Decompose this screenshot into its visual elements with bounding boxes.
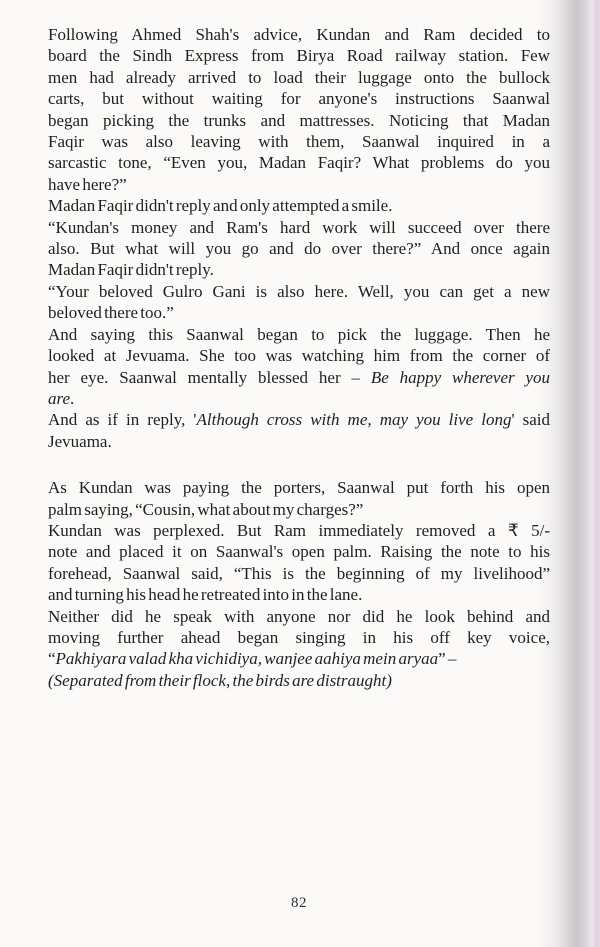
text-line <box>48 324 550 345</box>
text-line <box>48 67 550 88</box>
text-line <box>48 345 550 366</box>
text-line <box>48 670 550 691</box>
text-segment: And saying this Saanwal began to pick the luggage. Then he <box>48 324 550 344</box>
text-segment: “ <box>48 649 56 669</box>
text-line <box>48 88 550 109</box>
text-segment: And as if in reply, ' <box>48 410 197 430</box>
text-line <box>48 217 550 238</box>
text-line <box>48 259 550 280</box>
text-segment: also. But what will you go and do over there?” And once again <box>48 239 550 259</box>
text-segment: looked at Jevuama. She too was watching him from the corner of <box>48 346 550 366</box>
text-segment: Kundan was perplexed. But Ram immediately removed a ₹ 5/- <box>48 520 550 540</box>
text-segment: carts, but without waiting for anyone's instructions Saanwal <box>48 89 550 109</box>
text-segment: Jevuama. <box>48 431 112 451</box>
text-line <box>48 541 550 562</box>
text-segment: note and placed it on Saanwal's open palm. Raising the note to his <box>48 542 550 562</box>
text-segment: Neither did he speak with anyone nor did he look behind and <box>48 606 550 626</box>
text-segment: Madan Faqir didn't reply and only attempted a smile. <box>48 196 393 216</box>
text-line <box>48 45 550 66</box>
text-line <box>48 302 550 323</box>
text-segment: have here?” <box>48 174 127 194</box>
text-line <box>48 24 550 45</box>
text-segment: “Your beloved Gulro Gani is also here. Well, you can get a new <box>48 281 550 301</box>
text-segment: As Kundan was paying the porters, Saanwal put forth his open <box>48 478 550 498</box>
text-segment: ' said <box>511 410 551 430</box>
text-line <box>48 520 550 541</box>
text-line <box>48 563 550 584</box>
text-line <box>48 110 550 131</box>
text-segment: Faqir was also leaving with them, Saanwal inquired in a <box>48 132 550 152</box>
text-line <box>48 606 550 627</box>
text-segment: men had already arrived to load their luggage onto the bullock <box>48 67 550 87</box>
italic-text: (Separated from their flock, the birds are distraught) <box>48 670 392 690</box>
text-segment: “Kundan's money and Ram's hard work will succeed over there <box>48 217 550 237</box>
text-line <box>48 477 550 498</box>
text-segment: sarcastic tone, “Even you, Madan Faqir? What problems do you <box>48 153 550 173</box>
text-line <box>48 584 550 605</box>
text-line <box>48 281 550 302</box>
text-segment: and turning his head he retreated into in the lane. <box>48 585 363 605</box>
italic-text: Pakhiyara valad kha vichidiya, wanjee aahiya mein aryaa <box>55 649 439 669</box>
text-line <box>48 409 550 430</box>
text-line <box>48 195 550 216</box>
text-segment: forehead, Saanwal said, “This is the beginning of my livelihood” <box>48 563 550 583</box>
text-segment: palm saying, “Cousin, what about my charges?” <box>48 499 364 519</box>
paragraph-gap <box>48 452 550 477</box>
page-number: 82 <box>291 895 307 911</box>
text-line <box>48 627 550 648</box>
text-line <box>48 367 550 388</box>
text-line <box>48 131 550 152</box>
italic-text: Although cross with me, may you live long <box>196 410 512 430</box>
text-segment: beloved there too.” <box>48 303 174 323</box>
text-segment: began picking the trunks and mattresses. Noticing that Madan <box>48 110 550 130</box>
page-text <box>48 24 550 691</box>
text-segment: . <box>70 388 75 408</box>
text-line <box>48 648 550 669</box>
text-segment: ” – <box>438 649 457 669</box>
text-line <box>48 152 550 173</box>
text-segment: Madan Faqir didn't reply. <box>48 260 214 280</box>
text-segment: board the Sindh Express from Birya Road railway station. Few <box>48 46 550 66</box>
text-line <box>48 174 550 195</box>
italic-text: are <box>48 388 71 408</box>
text-line <box>48 238 550 259</box>
text-segment: moving further ahead began singing in his off key voice, <box>48 627 550 647</box>
text-segment: her eye. Saanwal mentally blessed her – <box>48 367 371 387</box>
text-line <box>48 431 550 452</box>
text-line <box>48 499 550 520</box>
text-segment: Following Ahmed Shah's advice, Kundan and Ram decided to <box>48 25 550 44</box>
italic-text: Be happy wherever you <box>370 367 550 387</box>
text-line <box>48 388 550 409</box>
